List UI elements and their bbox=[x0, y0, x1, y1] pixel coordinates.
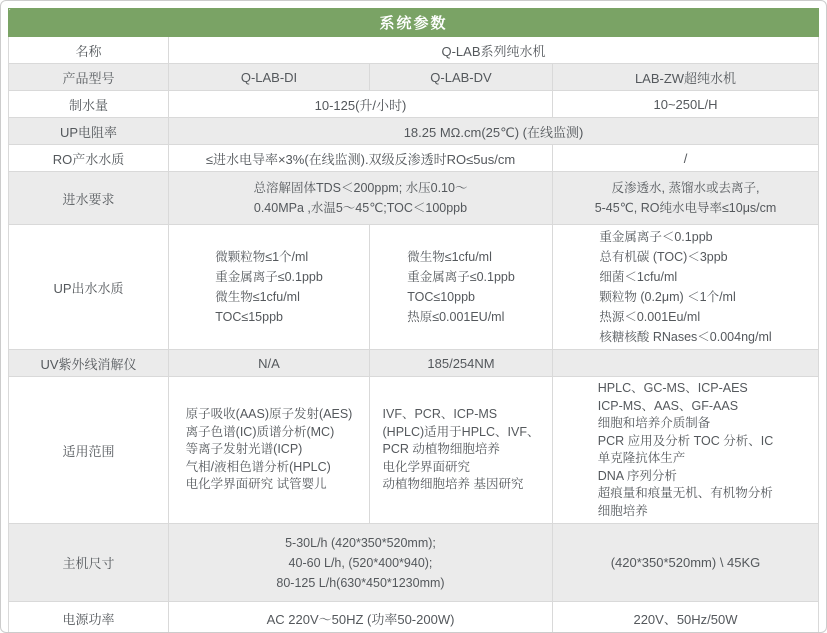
row-label-applications: 适用范围 bbox=[9, 377, 169, 524]
cell-up-quality-2 bbox=[370, 225, 553, 350]
cell-feed-water-3 bbox=[553, 172, 819, 225]
table-row-name bbox=[9, 37, 819, 64]
row-label-dimensions: 主机尺寸 bbox=[9, 524, 169, 602]
row-label-resistivity: UP电阻率 bbox=[9, 118, 169, 145]
cell-feed-water-12 bbox=[169, 172, 553, 225]
cell-series-name: Q-LAB系列纯水机 bbox=[169, 37, 819, 64]
cell-output-3: 10~250L/H bbox=[553, 91, 819, 118]
table-title: 系统参数 bbox=[9, 9, 819, 37]
table-row-power bbox=[9, 602, 819, 633]
up-quality-text-2: 微生物≤1cfu/ml 重金属离子≤0.1ppb TOC≤10ppb 热原≤0.001EU/ml bbox=[407, 250, 515, 324]
table-row-up-quality bbox=[9, 225, 819, 350]
cell-dimensions-3: (420*350*520mm) \ 45KG bbox=[553, 524, 819, 602]
table-row-dimensions bbox=[9, 524, 819, 602]
cell-applications-3 bbox=[553, 377, 819, 524]
up-quality-text-3: 重金属离子＜0.1ppb 总有机碳 (TOC)＜3ppb 细菌＜1cfu/ml 颗粒物 (0.2μm) ＜1个/ml 热源＜0.001Eu/ml 核糖核酸 RNases＜0.004ng/ml bbox=[599, 230, 772, 344]
row-label-feed-water: 进水要求 bbox=[9, 172, 169, 225]
spec-table bbox=[8, 8, 819, 633]
cell-model-1: Q-LAB-DI bbox=[169, 64, 370, 91]
cell-resistivity: 18.25 MΩ.cm(25℃) (在线监测) bbox=[169, 118, 819, 145]
row-label-output: 制水量 bbox=[9, 91, 169, 118]
cell-uv-3 bbox=[553, 350, 819, 377]
cell-applications-2 bbox=[370, 377, 553, 524]
cell-model-2: Q-LAB-DV bbox=[370, 64, 553, 91]
cell-applications-1 bbox=[169, 377, 370, 524]
cell-up-quality-3 bbox=[553, 225, 819, 350]
applications-text-3: HPLC、GC-MS、ICP-AES ICP-MS、AAS、GF-AAS 细胞和培养介质制备 PCR 应用及分析 TOC 分析、IC 单克隆抗体生产 DNA 序列分析 超痕量和痕量无机、有机物分析 细胞培养 bbox=[597, 381, 774, 518]
table-row-resistivity bbox=[9, 118, 819, 145]
table-row-feed-water bbox=[9, 172, 819, 225]
applications-text-1: 原子吸收(AAS)原子发射(AES) 离子色谱(IC)质谱分析(MC) 等离子发射光谱(ICP) 气相/液相色谱分析(HPLC) 电化学界面研究 试管婴儿 bbox=[185, 407, 353, 492]
cell-power-12: AC 220V～50HZ (功率50-200W) bbox=[169, 602, 553, 633]
row-label-model: 产品型号 bbox=[9, 64, 169, 91]
cell-uv-1: N/A bbox=[169, 350, 370, 377]
table-row-applications bbox=[9, 377, 819, 524]
up-quality-text-1: 微颗粒物≤1个/ml 重金属离子≤0.1ppb 微生物≤1cfu/ml TOC≤15ppb bbox=[215, 250, 323, 324]
cell-up-quality-1 bbox=[169, 225, 370, 350]
cell-model-3: LAB-ZW超纯水机 bbox=[553, 64, 819, 91]
applications-text-2: IVF、PCR、ICP-MS (HPLC)适用于HPLC、IVF、 PCR 动植物细胞培养 电化学界面研究 动植物细胞培养 基因研究 bbox=[382, 407, 540, 492]
row-label-power: 电源功率 bbox=[9, 602, 169, 633]
feed-water-text-3: 反渗透水, 蒸馏水或去离子, 5-45℃, RO纯水电导率≤10μs/cm bbox=[594, 181, 777, 215]
dimensions-text-12: 5-30L/h (420*350*520mm); 40-60 L/h, (520*400*940); 80-125 L/h(630*450*1230mm) bbox=[276, 535, 445, 590]
table-row-uv bbox=[9, 350, 819, 377]
table-header-row bbox=[9, 9, 819, 37]
table-row-ro-quality bbox=[9, 145, 819, 172]
cell-uv-2: 185/254NM bbox=[370, 350, 553, 377]
table-row-model bbox=[9, 64, 819, 91]
cell-ro-quality-3: / bbox=[553, 145, 819, 172]
cell-output-12: 10-125(升/小时) bbox=[169, 91, 553, 118]
feed-water-text-12: 总溶解固体TDS＜200ppm; 水压0.10～ 0.40MPa ,水温5～45℃;TOC＜100ppb bbox=[253, 181, 468, 215]
row-label-ro-quality: RO产水水质 bbox=[9, 145, 169, 172]
row-label-name: 名称 bbox=[9, 37, 169, 64]
row-label-up-quality: UP出水水质 bbox=[9, 225, 169, 350]
cell-dimensions-12 bbox=[169, 524, 553, 602]
table-row-output bbox=[9, 91, 819, 118]
row-label-uv: UV紫外线消解仪 bbox=[9, 350, 169, 377]
cell-power-3: 220V、50Hz/50W bbox=[553, 602, 819, 633]
cell-ro-quality-12: ≤进水电导率×3%(在线监测).双级反渗透时RO≤5us/cm bbox=[169, 145, 553, 172]
